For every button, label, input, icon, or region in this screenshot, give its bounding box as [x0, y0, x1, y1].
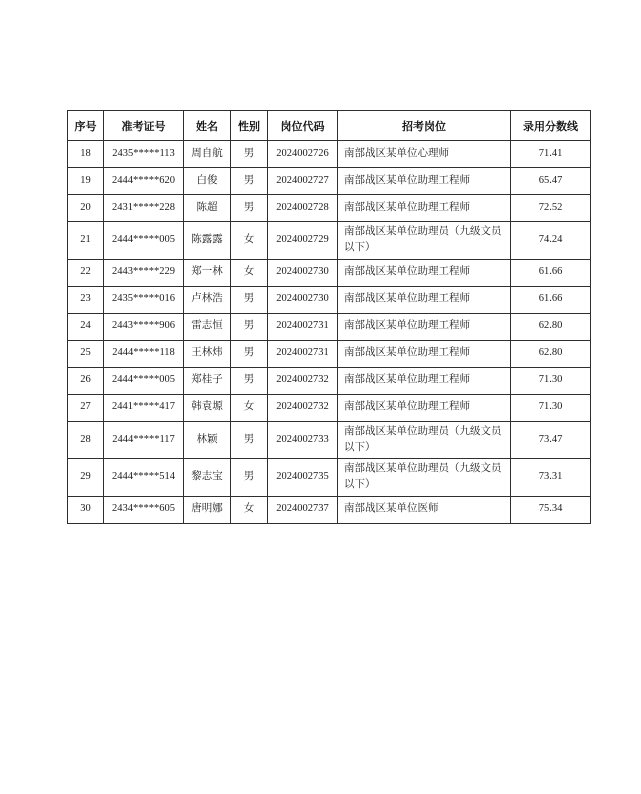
cell-position: 南部战区某单位助理员（九级文员以下）: [338, 421, 511, 459]
table-row: [68, 367, 591, 394]
cell-exam-id: 2443*****229: [104, 259, 184, 286]
cell-job-code: 2024002730: [268, 286, 338, 313]
cell-position: 南部战区某单位助理员（九级文员以下）: [338, 222, 511, 260]
table-row: [68, 459, 591, 497]
cell-score: 73.31: [511, 459, 591, 497]
cell-gender: 男: [231, 195, 268, 222]
cell-position: 南部战区某单位助理工程师: [338, 259, 511, 286]
cell-position: 南部战区某单位医师: [338, 496, 511, 523]
cell-index: 25: [68, 340, 104, 367]
cell-job-code: 2024002731: [268, 340, 338, 367]
cell-job-code: 2024002737: [268, 496, 338, 523]
cell-job-code: 2024002731: [268, 313, 338, 340]
cell-index: 24: [68, 313, 104, 340]
cell-index: 21: [68, 222, 104, 260]
cell-gender: 男: [231, 286, 268, 313]
cell-name: 陈超: [184, 195, 231, 222]
table-header-row: [68, 111, 591, 141]
column-header-score: 录用分数线: [511, 111, 591, 141]
cell-score: 61.66: [511, 259, 591, 286]
cell-position: 南部战区某单位助理工程师: [338, 394, 511, 421]
cell-index: 20: [68, 195, 104, 222]
table-row: [68, 496, 591, 523]
cell-exam-id: 2444*****005: [104, 222, 184, 260]
cell-index: 29: [68, 459, 104, 497]
table-body: [68, 141, 591, 524]
cell-exam-id: 2441*****417: [104, 394, 184, 421]
cell-position: 南部战区某单位助理工程师: [338, 367, 511, 394]
cell-exam-id: 2434*****605: [104, 496, 184, 523]
column-header-gender: 性别: [231, 111, 268, 141]
cell-position: 南部战区某单位助理工程师: [338, 286, 511, 313]
cell-exam-id: 2431*****228: [104, 195, 184, 222]
cell-exam-id: 2444*****117: [104, 421, 184, 459]
cell-name: 王林炜: [184, 340, 231, 367]
column-header-name: 姓名: [184, 111, 231, 141]
cell-index: 27: [68, 394, 104, 421]
cell-job-code: 2024002732: [268, 367, 338, 394]
cell-job-code: 2024002732: [268, 394, 338, 421]
cell-gender: 女: [231, 259, 268, 286]
cell-score: 72.52: [511, 195, 591, 222]
column-header-index: 序号: [68, 111, 104, 141]
cell-exam-id: 2444*****118: [104, 340, 184, 367]
cell-index: 28: [68, 421, 104, 459]
cell-score: 74.24: [511, 222, 591, 260]
table-row: [68, 141, 591, 168]
cell-exam-id: 2444*****005: [104, 367, 184, 394]
cell-name: 白俊: [184, 168, 231, 195]
cell-score: 62.80: [511, 313, 591, 340]
cell-name: 雷志恒: [184, 313, 231, 340]
cell-gender: 男: [231, 313, 268, 340]
cell-job-code: 2024002726: [268, 141, 338, 168]
cell-job-code: 2024002728: [268, 195, 338, 222]
table-row: [68, 286, 591, 313]
cell-exam-id: 2443*****906: [104, 313, 184, 340]
cell-position: 南部战区某单位助理工程师: [338, 340, 511, 367]
cell-score: 61.66: [511, 286, 591, 313]
cell-index: 26: [68, 367, 104, 394]
cell-gender: 女: [231, 496, 268, 523]
cell-gender: 男: [231, 459, 268, 497]
cell-score: 71.41: [511, 141, 591, 168]
cell-score: 75.34: [511, 496, 591, 523]
cell-job-code: 2024002727: [268, 168, 338, 195]
cell-index: 30: [68, 496, 104, 523]
cell-job-code: 2024002730: [268, 259, 338, 286]
cell-gender: 男: [231, 340, 268, 367]
cell-name: 林颖: [184, 421, 231, 459]
cell-index: 22: [68, 259, 104, 286]
column-header-job-code: 岗位代码: [268, 111, 338, 141]
cell-job-code: 2024002733: [268, 421, 338, 459]
cell-score: 71.30: [511, 394, 591, 421]
cell-position: 南部战区某单位助理员（九级文员以下）: [338, 459, 511, 497]
table-row: [68, 195, 591, 222]
cell-exam-id: 2435*****016: [104, 286, 184, 313]
cell-gender: 女: [231, 394, 268, 421]
cell-name: 周自航: [184, 141, 231, 168]
table-row: [68, 259, 591, 286]
cell-name: 韩袁塬: [184, 394, 231, 421]
cell-gender: 男: [231, 141, 268, 168]
cell-score: 71.30: [511, 367, 591, 394]
cell-position: 南部战区某单位助理工程师: [338, 313, 511, 340]
cell-score: 62.80: [511, 340, 591, 367]
cell-score: 73.47: [511, 421, 591, 459]
cell-job-code: 2024002735: [268, 459, 338, 497]
cell-position: 南部战区某单位助理工程师: [338, 168, 511, 195]
cell-exam-id: 2444*****514: [104, 459, 184, 497]
column-header-position: 招考岗位: [338, 111, 511, 141]
cell-index: 19: [68, 168, 104, 195]
table-row: [68, 421, 591, 459]
table-row: [68, 394, 591, 421]
cell-index: 18: [68, 141, 104, 168]
cell-gender: 男: [231, 168, 268, 195]
table-row: [68, 222, 591, 260]
cell-name: 郑一林: [184, 259, 231, 286]
cell-gender: 男: [231, 421, 268, 459]
cell-index: 23: [68, 286, 104, 313]
cell-name: 唐明娜: [184, 496, 231, 523]
cell-exam-id: 2435*****113: [104, 141, 184, 168]
table-row: [68, 168, 591, 195]
cell-position: 南部战区某单位心理师: [338, 141, 511, 168]
cell-exam-id: 2444*****620: [104, 168, 184, 195]
table-row: [68, 340, 591, 367]
column-header-exam-id: 准考证号: [104, 111, 184, 141]
cell-score: 65.47: [511, 168, 591, 195]
cell-position: 南部战区某单位助理工程师: [338, 195, 511, 222]
cell-gender: 男: [231, 367, 268, 394]
cell-name: 陈露露: [184, 222, 231, 260]
cell-name: 郑桂子: [184, 367, 231, 394]
cell-job-code: 2024002729: [268, 222, 338, 260]
cell-gender: 女: [231, 222, 268, 260]
cell-name: 卢林浩: [184, 286, 231, 313]
admission-score-table: [67, 110, 591, 524]
table-row: [68, 313, 591, 340]
cell-name: 黎志宝: [184, 459, 231, 497]
